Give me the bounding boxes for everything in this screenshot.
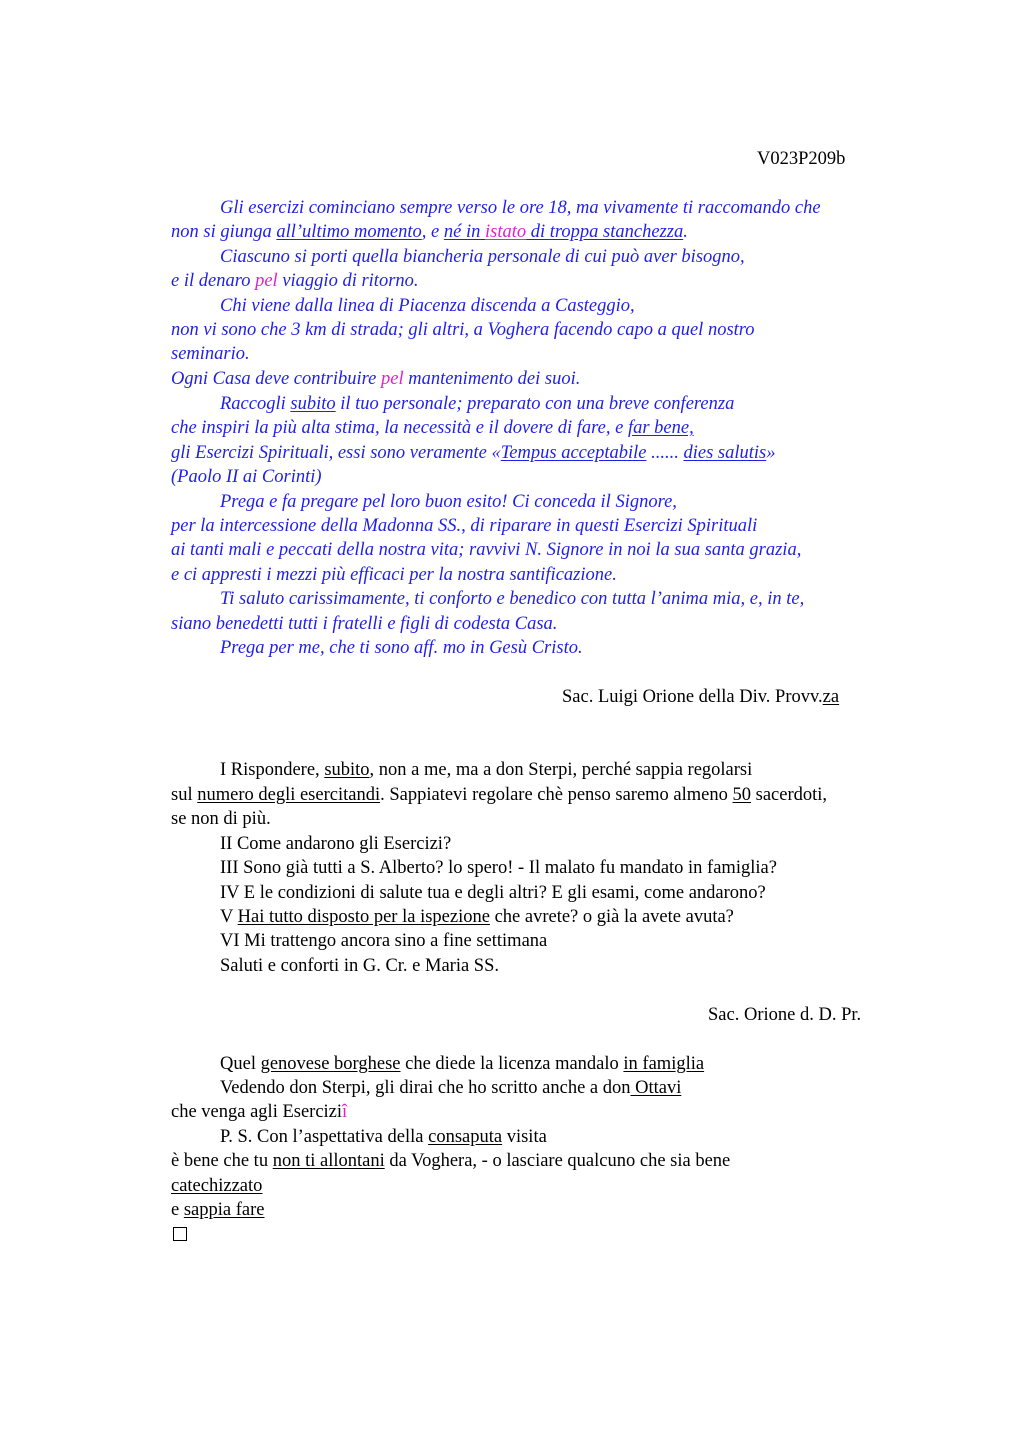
letter-line: e il denaro pel viaggio di ritorno. xyxy=(171,271,419,291)
postscript-line: e sappia fare xyxy=(171,1200,265,1220)
postscript-line: Quel genovese borghese che diede la licenza mandalo in famiglia xyxy=(220,1054,705,1074)
letter-line: Ciascuno si porti quella biancheria personale di cui può aver bisogno, xyxy=(220,247,745,267)
signature-2: Sac. Orione d. D. Pr. xyxy=(708,1005,862,1025)
postscript-line: che venga agli Eserciziî xyxy=(171,1102,348,1122)
letter-line: Prega e fa pregare pel loro buon esito! Ci conceda il Signore, xyxy=(220,492,677,512)
point-line: III Sono già tutti a S. Alberto? lo spero! - Il malato fu mandato in famiglia? xyxy=(220,858,777,878)
postscript-line: Vedendo don Sterpi, gli dirai che ho scritto anche a don Ottavi xyxy=(220,1078,682,1098)
point-line: se non di più. xyxy=(171,809,271,829)
letter-line: Prega per me, che ti sono aff. mo in Gesù Cristo. xyxy=(220,638,583,658)
letter-line: gli Esercizi Spirituali, essi sono veramente «Tempus acceptabile ...... dies salutis» xyxy=(171,443,776,463)
signature-1: Sac. Luigi Orione della Div. Provv.za xyxy=(562,687,840,707)
letter-line: e ci appresti i mezzi più efficaci per la nostra santificazione. xyxy=(171,565,617,585)
letter-line: Ti saluto carissimamente, ti conforto e benedico con tutta l’anima mia, e, in te, xyxy=(220,589,805,609)
postscript-line: catechizzato xyxy=(171,1176,263,1196)
letter-line: Chi viene dalla linea di Piacenza discenda a Casteggio, xyxy=(220,296,635,316)
letter-line: per la intercessione della Madonna SS., di riparare in questi Esercizi Spirituali xyxy=(171,516,758,536)
letter-line: siano benedetti tutti i fratelli e figli di codesta Casa. xyxy=(171,614,558,634)
letter-line: che inspiri la più alta stima, la necessità e il dovere di fare, e far bene, xyxy=(171,418,694,438)
postscript-line: è bene che tu non ti allontani da Voghera, - o lasciare qualcuno che sia bene xyxy=(171,1151,731,1171)
point-line: IV E le condizioni di salute tua e degli altri? E gli esami, come andarono? xyxy=(220,883,766,903)
point-line: V Hai tutto disposto per la ispezione che avrete? o già la avete avuta? xyxy=(220,907,734,927)
letter-line: Ogni Casa deve contribuire pel mantenimento dei suoi. xyxy=(171,369,581,389)
letter-line: Raccogli subito il tuo personale; preparato con una breve conferenza xyxy=(220,394,735,414)
document-id: V023P209b xyxy=(757,149,846,169)
letter-line: seminario. xyxy=(171,344,250,364)
point-line: VI Mi trattengo ancora sino a fine settimana xyxy=(220,931,548,951)
point-line: I Rispondere, subito, non a me, ma a don Sterpi, perché sappia regolarsi xyxy=(220,760,753,780)
letter-line: non si giunga all’ultimo momento, e né in istato di troppa stanchezza. xyxy=(171,222,688,242)
point-line: II Come andarono gli Esercizi? xyxy=(220,834,452,854)
letter-line: ai tanti mali e peccati della nostra vita; ravvivi N. Signore in noi la sua santa grazia, xyxy=(171,540,802,560)
letter-line: (Paolo II ai Corinti) xyxy=(171,467,322,487)
end-square-icon xyxy=(173,1227,187,1241)
letter-line: Gli esercizi cominciano sempre verso le ore 18, ma vivamente ti raccomando che xyxy=(220,198,821,218)
postscript-line: P. S. Con l’aspettativa della consaputa visita xyxy=(220,1127,547,1147)
letter-line: non vi sono che 3 km di strada; gli altri, a Voghera facendo capo a quel nostro xyxy=(171,320,755,340)
point-line: Saluti e conforti in G. Cr. e Maria SS. xyxy=(220,956,500,976)
point-line: sul numero degli esercitandi. Sappiatevi regolare chè penso saremo almeno 50 sacerdoti, xyxy=(171,785,828,805)
